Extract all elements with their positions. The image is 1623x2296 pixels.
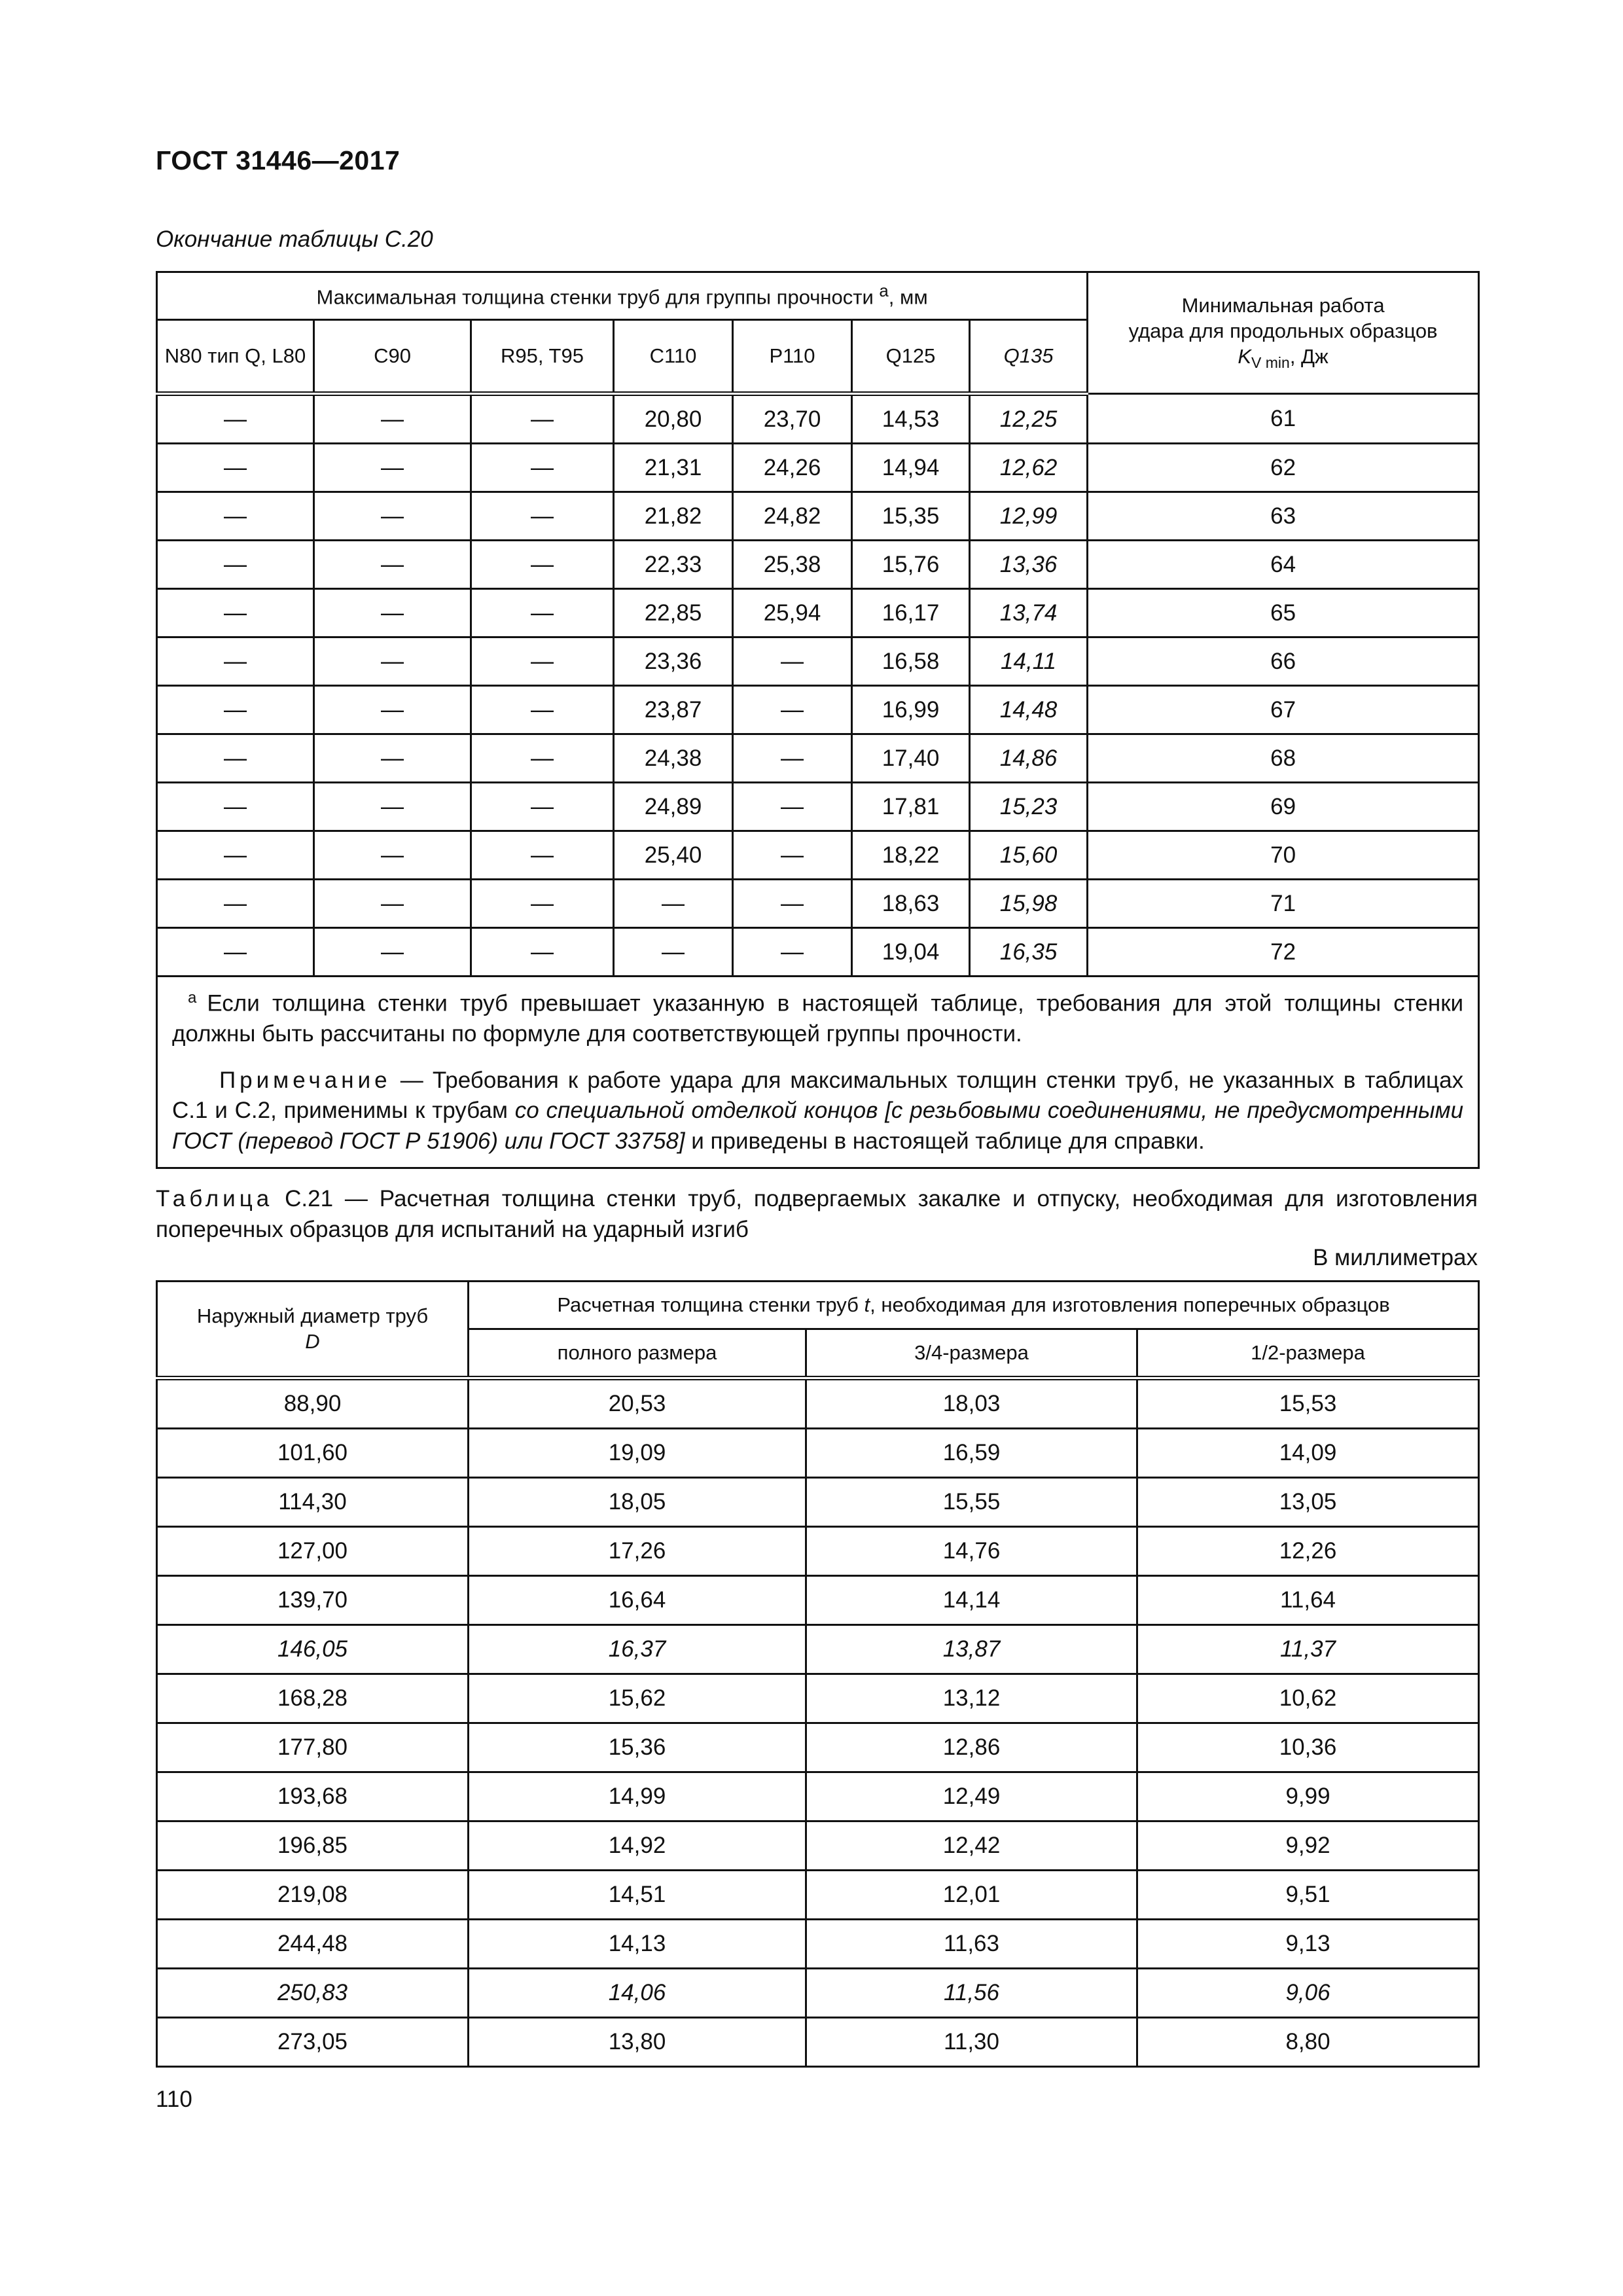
- table-row: [157, 783, 1479, 831]
- table-cell: 14,99: [469, 1772, 806, 1821]
- table-cell: 67: [1088, 686, 1479, 734]
- table-cell: 69: [1088, 783, 1479, 831]
- table-row: [157, 831, 1479, 880]
- table-cell: 9,06: [1137, 1969, 1479, 2018]
- wall-thickness-header: Расчетная толщина стенки труб t, необходимая для изготовления поперечных образцов: [469, 1282, 1479, 1329]
- table-cell: 21,82: [614, 492, 733, 541]
- table-cell: —: [157, 541, 314, 589]
- table-cell: 13,80: [469, 2018, 806, 2067]
- table-cell: 12,26: [1137, 1527, 1479, 1576]
- table-cell: 101,60: [157, 1429, 469, 1478]
- table-row: [157, 492, 1479, 541]
- table-cell: 13,05: [1137, 1478, 1479, 1527]
- table-cell: —: [471, 686, 614, 734]
- table-cell: 16,99: [852, 686, 970, 734]
- table-cell: 14,09: [1137, 1429, 1479, 1478]
- table-cell: 18,03: [806, 1378, 1137, 1429]
- table-cell: 16,35: [970, 928, 1088, 977]
- table-row: [157, 2018, 1479, 2067]
- table-cell: —: [157, 734, 314, 783]
- table-cell: 72: [1088, 928, 1479, 977]
- table-cell: —: [314, 686, 471, 734]
- table-cell: —: [314, 637, 471, 686]
- column-header: 3/4-размера: [806, 1329, 1137, 1378]
- table-cell: 18,22: [852, 831, 970, 880]
- table-cell: 250,83: [157, 1969, 469, 2018]
- table-cell: 8,80: [1137, 2018, 1479, 2067]
- table-cell: —: [314, 394, 471, 444]
- column-header: полного размера: [469, 1329, 806, 1378]
- table-cell: 12,86: [806, 1723, 1137, 1772]
- table-cell: 64: [1088, 541, 1479, 589]
- table-cell: —: [157, 831, 314, 880]
- table-cell: 25,38: [733, 541, 852, 589]
- table-row: [157, 1429, 1479, 1478]
- table-cell: 16,37: [469, 1625, 806, 1674]
- table-cell: 18,63: [852, 880, 970, 928]
- table-cell: —: [471, 589, 614, 637]
- table-cell: 13,36: [970, 541, 1088, 589]
- table-cell: 21,31: [614, 444, 733, 492]
- table-cell: 12,49: [806, 1772, 1137, 1821]
- table-row: [157, 1478, 1479, 1527]
- table-cell: 11,63: [806, 1920, 1137, 1969]
- table-cell: 13,74: [970, 589, 1088, 637]
- table-cell: 22,33: [614, 541, 733, 589]
- table-cell: 9,92: [1137, 1821, 1479, 1871]
- table-row: [157, 1920, 1479, 1969]
- table-cell: 12,25: [970, 394, 1088, 444]
- table-cell: —: [157, 394, 314, 444]
- table-cell: 193,68: [157, 1772, 469, 1821]
- table-row: [157, 589, 1479, 637]
- table-cell: 15,76: [852, 541, 970, 589]
- table-cell: 177,80: [157, 1723, 469, 1772]
- table-row: [157, 686, 1479, 734]
- table-cell: 15,60: [970, 831, 1088, 880]
- table-row: [157, 444, 1479, 492]
- table-cell: 17,81: [852, 783, 970, 831]
- table-cell: —: [157, 444, 314, 492]
- table-cell: 14,86: [970, 734, 1088, 783]
- table-cell: 65: [1088, 589, 1479, 637]
- table-cell: 15,36: [469, 1723, 806, 1772]
- table-cell: —: [733, 734, 852, 783]
- table-cell: 16,58: [852, 637, 970, 686]
- table-row: [157, 1871, 1479, 1920]
- table-cell: 62: [1088, 444, 1479, 492]
- table-cell: —: [471, 831, 614, 880]
- table-cell: 15,53: [1137, 1378, 1479, 1429]
- table-cell: —: [733, 928, 852, 977]
- page-number: 110: [156, 2087, 192, 2112]
- table-cell: 19,04: [852, 928, 970, 977]
- table-cell: —: [157, 686, 314, 734]
- table-cell: 146,05: [157, 1625, 469, 1674]
- table-cell: —: [733, 831, 852, 880]
- table-c21-caption: Таблица С.21 — Расчетная толщина стенки труб, подвергаемых закалке и отпуску, необходимая для изготовления поперечных образцов для испытаний на ударный изгиб: [156, 1186, 1478, 1243]
- table-row: [157, 1625, 1479, 1674]
- table-cell: 16,17: [852, 589, 970, 637]
- table-cell: 15,62: [469, 1674, 806, 1723]
- table-cell: 244,48: [157, 1920, 469, 1969]
- table-continuation-caption: Окончание таблицы С.20: [156, 226, 433, 252]
- table-cell: —: [314, 831, 471, 880]
- table-cell: 219,08: [157, 1871, 469, 1920]
- column-header: C90: [314, 320, 471, 394]
- table-row: [157, 1821, 1479, 1871]
- table-cell: —: [471, 492, 614, 541]
- table-cell: —: [157, 783, 314, 831]
- table-row: [157, 1378, 1479, 1429]
- table-cell: 14,51: [469, 1871, 806, 1920]
- table-cell: 12,42: [806, 1821, 1137, 1871]
- table-cell: 88,90: [157, 1378, 469, 1429]
- table-cell: —: [314, 492, 471, 541]
- table-cell: —: [157, 637, 314, 686]
- table-cell: 12,01: [806, 1871, 1137, 1920]
- table-cell: 11,37: [1137, 1625, 1479, 1674]
- table-row: [157, 734, 1479, 783]
- table-row: [157, 637, 1479, 686]
- table-cell: 17,26: [469, 1527, 806, 1576]
- table-cell: 168,28: [157, 1674, 469, 1723]
- table-c21: [156, 1280, 1480, 2068]
- table-cell: 11,30: [806, 2018, 1137, 2067]
- table-cell: —: [614, 928, 733, 977]
- table-cell: 14,76: [806, 1527, 1137, 1576]
- table-cell: 127,00: [157, 1527, 469, 1576]
- table-row: [157, 1772, 1479, 1821]
- table-cell: 196,85: [157, 1821, 469, 1871]
- table-cell: —: [471, 928, 614, 977]
- table-cell: 23,36: [614, 637, 733, 686]
- table-cell: 139,70: [157, 1576, 469, 1625]
- table-cell: —: [471, 541, 614, 589]
- table-cell: —: [314, 783, 471, 831]
- column-header: Q135: [970, 320, 1088, 394]
- table-cell: —: [471, 637, 614, 686]
- table-cell: 10,62: [1137, 1674, 1479, 1723]
- table-row: [157, 1674, 1479, 1723]
- table-row: [157, 1723, 1479, 1772]
- table-row: [157, 1576, 1479, 1625]
- column-header: P110: [733, 320, 852, 394]
- table-cell: 19,09: [469, 1429, 806, 1478]
- column-header: R95, T95: [471, 320, 614, 394]
- table-cell: 68: [1088, 734, 1479, 783]
- table-cell: —: [471, 444, 614, 492]
- table-cell: —: [157, 880, 314, 928]
- table-cell: —: [314, 444, 471, 492]
- table-cell: —: [314, 541, 471, 589]
- table-cell: 25,94: [733, 589, 852, 637]
- table-cell: —: [733, 686, 852, 734]
- table-cell: 25,40: [614, 831, 733, 880]
- table-cell: 12,99: [970, 492, 1088, 541]
- units-label: В миллиметрах: [1313, 1245, 1478, 1270]
- table-cell: —: [157, 589, 314, 637]
- table-cell: 13,87: [806, 1625, 1137, 1674]
- table-cell: —: [733, 637, 852, 686]
- table-cell: 14,53: [852, 394, 970, 444]
- table-cell: 24,89: [614, 783, 733, 831]
- column-header: N80 тип Q, L80: [157, 320, 314, 394]
- table-cell: 14,48: [970, 686, 1088, 734]
- table-row: [157, 1527, 1479, 1576]
- table-cell: 273,05: [157, 2018, 469, 2067]
- table-cell: 16,59: [806, 1429, 1137, 1478]
- table-cell: 9,99: [1137, 1772, 1479, 1821]
- table-cell: 14,14: [806, 1576, 1137, 1625]
- table-cell: 13,12: [806, 1674, 1137, 1723]
- footnote-ref: a: [879, 282, 889, 301]
- table-row: [157, 880, 1479, 928]
- table-cell: 15,35: [852, 492, 970, 541]
- table-cell: —: [314, 734, 471, 783]
- table-cell: 71: [1088, 880, 1479, 928]
- table-cell: 14,06: [469, 1969, 806, 2018]
- table-cell: 23,70: [733, 394, 852, 444]
- table-cell: 10,36: [1137, 1723, 1479, 1772]
- table-cell: 23,87: [614, 686, 733, 734]
- table-cell: 14,13: [469, 1920, 806, 1969]
- table-cell: —: [471, 394, 614, 444]
- table-cell: 11,64: [1137, 1576, 1479, 1625]
- table-cell: 24,26: [733, 444, 852, 492]
- table-row: [157, 394, 1479, 444]
- table-cell: 70: [1088, 831, 1479, 880]
- table-cell: —: [314, 928, 471, 977]
- table-cell: 11,56: [806, 1969, 1137, 2018]
- table-cell: 24,38: [614, 734, 733, 783]
- table-cell: —: [733, 783, 852, 831]
- column-header: 1/2-размера: [1137, 1329, 1479, 1378]
- note: Примечание — Требования к работе удара для максимальных толщин стенки труб, не указанных в таблицах С.1 и С.2, применимы к трубам со специальной отделкой концов [с резьбовыми соединениями, не предусмотренными ГОСТ (перевод ГОСТ Р 51906) или ГОСТ 33758] и приведены в настоящей таблице для справки.: [172, 1067, 1464, 1154]
- table-cell: —: [614, 880, 733, 928]
- table-row: [157, 541, 1479, 589]
- footnote: $^a$ Если толщина стенки труб превышает указанную в настоящей таблице, требования для этой толщины стенки должны быть рассчитаны по формуле для соответствующей группы прочности.: [172, 989, 1464, 1047]
- table-cell: 63: [1088, 492, 1479, 541]
- table-cell: —: [314, 880, 471, 928]
- table-cell: 18,05: [469, 1478, 806, 1527]
- column-header: Q125: [852, 320, 970, 394]
- table-cell: 20,80: [614, 394, 733, 444]
- outer-diameter-header: Наружный диаметр труб D: [157, 1282, 469, 1378]
- table-row: [157, 928, 1479, 977]
- table-notes: [157, 977, 1479, 1168]
- table-c20-continuation: [156, 271, 1480, 1169]
- table-cell: —: [157, 492, 314, 541]
- column-header: C110: [614, 320, 733, 394]
- table-cell: 15,98: [970, 880, 1088, 928]
- table-cell: 15,23: [970, 783, 1088, 831]
- table-cell: —: [471, 880, 614, 928]
- table-cell: —: [471, 783, 614, 831]
- strength-group-header: Максимальная толщина стенки труб для группы прочности $^a$, мм: [157, 272, 1088, 320]
- table-cell: —: [471, 734, 614, 783]
- table-cell: 20,53: [469, 1378, 806, 1429]
- table-cell: 16,64: [469, 1576, 806, 1625]
- table-cell: 14,94: [852, 444, 970, 492]
- document-id: ГОСТ 31446—2017: [156, 145, 401, 175]
- table-cell: —: [733, 880, 852, 928]
- table-cell: 66: [1088, 637, 1479, 686]
- table-cell: 15,55: [806, 1478, 1137, 1527]
- min-impact-energy-header: Минимальная работа удара для продольных образцов $K_{V min}$, Дж: [1088, 272, 1479, 394]
- table-row: [157, 1969, 1479, 2018]
- table-cell: —: [157, 928, 314, 977]
- table-cell: —: [314, 589, 471, 637]
- table-cell: 61: [1088, 394, 1479, 444]
- table-cell: 9,13: [1137, 1920, 1479, 1969]
- table-cell: 114,30: [157, 1478, 469, 1527]
- table-cell: 22,85: [614, 589, 733, 637]
- table-cell: 9,51: [1137, 1871, 1479, 1920]
- table-cell: 14,11: [970, 637, 1088, 686]
- table-cell: 14,92: [469, 1821, 806, 1871]
- table-cell: 17,40: [852, 734, 970, 783]
- table-cell: 24,82: [733, 492, 852, 541]
- table-cell: 12,62: [970, 444, 1088, 492]
